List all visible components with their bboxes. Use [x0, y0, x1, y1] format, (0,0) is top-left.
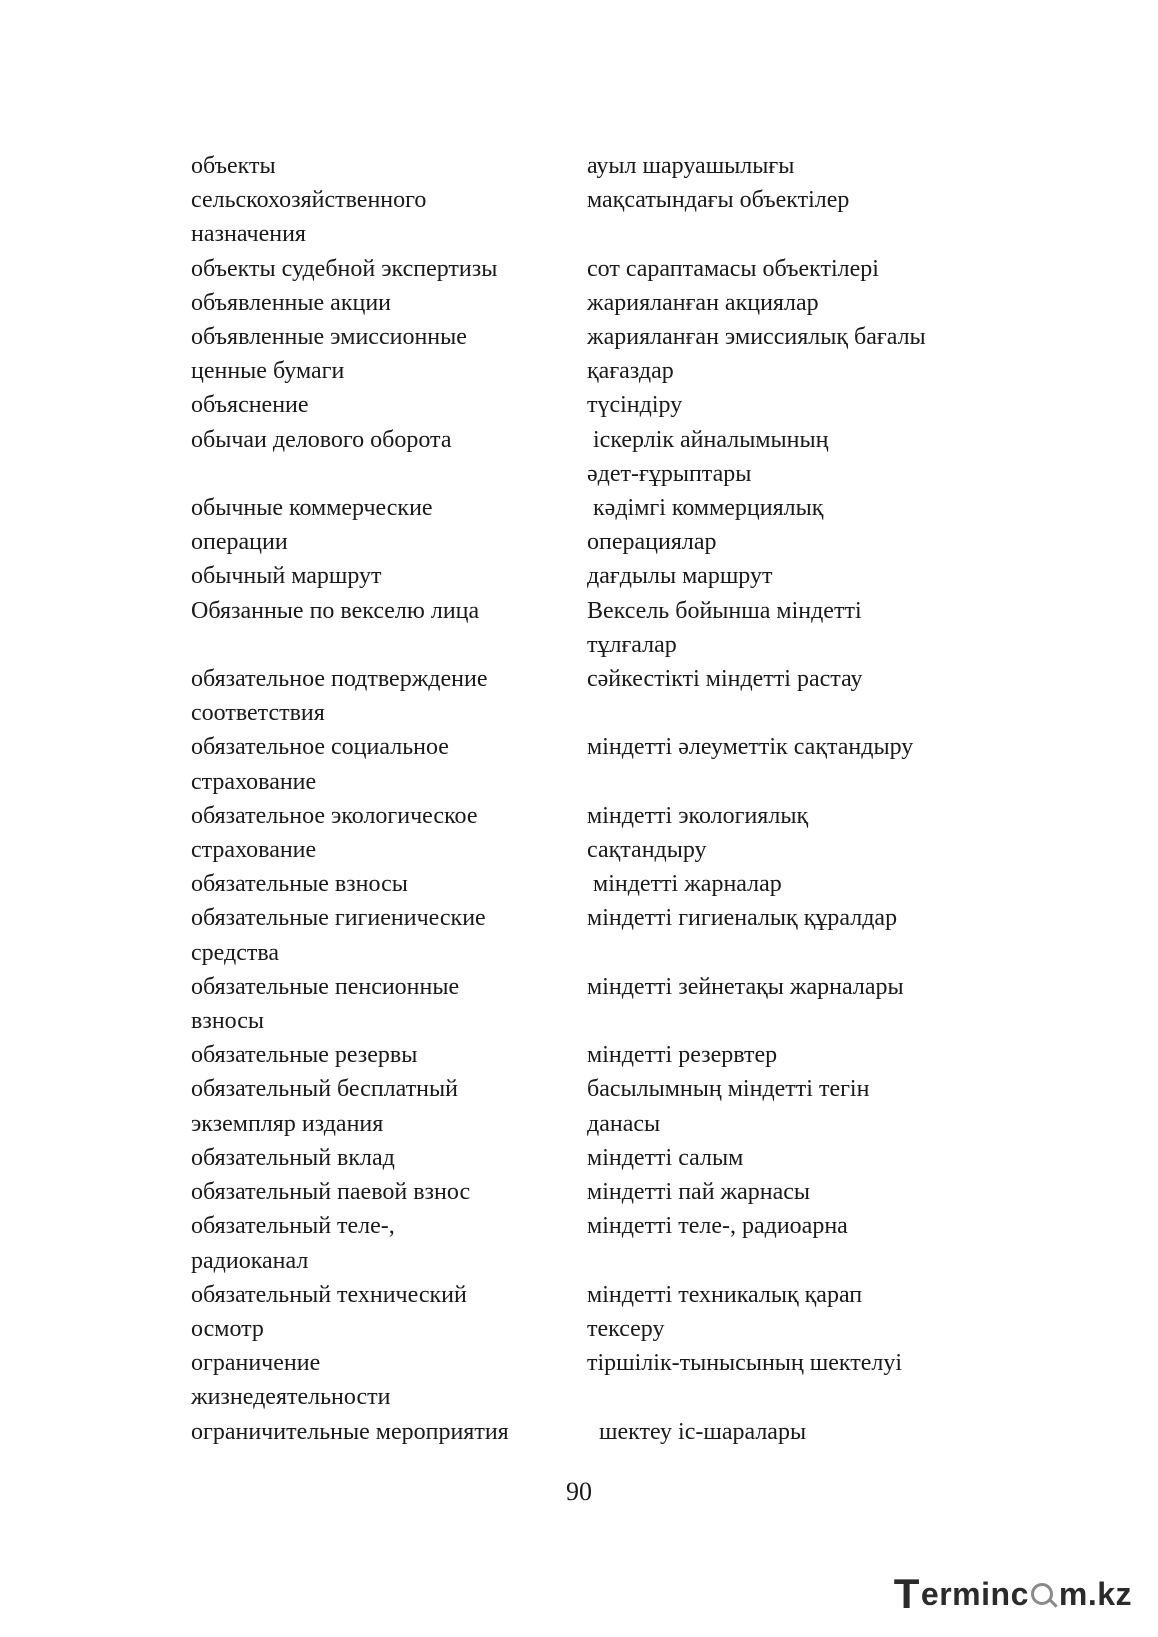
kazakh-term	[587, 970, 1011, 1038]
russian-term-line: ценные бумаги	[191, 358, 345, 385]
magnifier-icon	[1031, 1583, 1053, 1605]
kazakh-term-line: сот сараптамасы объектілері	[587, 255, 879, 282]
glossary-entry	[191, 662, 1011, 730]
glossary-entry	[191, 867, 1011, 901]
kazakh-term-line	[587, 217, 1011, 251]
kazakh-term-line: сақтандыру	[587, 837, 707, 864]
russian-term-line: ограничительные мероприятия	[191, 1418, 509, 1445]
russian-term-line: жизнедеятельности	[191, 1384, 391, 1411]
kazakh-term	[587, 320, 1011, 388]
russian-term	[191, 1415, 587, 1449]
kazakh-term-line: міндетті теле-, радиоарна	[587, 1213, 848, 1240]
kazakh-term-line: жарияланған эмиссиялық бағалы	[587, 324, 926, 351]
glossary-entry	[191, 149, 1011, 252]
kazakh-term-line	[587, 765, 1011, 799]
kazakh-term-line: ауыл шаруашылығы	[587, 153, 795, 179]
russian-term	[191, 149, 587, 252]
page-number: 90	[566, 1477, 592, 1506]
russian-term	[191, 970, 587, 1038]
russian-term-line: средства	[191, 939, 280, 966]
russian-term-line: экземпляр издания	[191, 1110, 384, 1137]
russian-term	[191, 1038, 587, 1072]
kazakh-term-line: түсіндіру	[587, 392, 683, 419]
glossary-entry	[191, 901, 1011, 969]
kazakh-term-line: кәдімгі коммерциялық	[587, 495, 824, 522]
russian-term	[191, 730, 587, 798]
kazakh-term	[587, 559, 1011, 593]
russian-term-line	[191, 457, 587, 491]
russian-term-line: операции	[191, 529, 288, 556]
russian-term	[191, 799, 587, 867]
russian-term	[191, 1209, 587, 1277]
russian-term	[191, 1072, 587, 1140]
russian-term-line: назначения	[191, 221, 306, 248]
russian-term-line: обязательные гигиенические	[191, 905, 486, 932]
kazakh-term-line: операциялар	[587, 529, 717, 556]
kazakh-term-line: міндетті жарналар	[587, 871, 782, 898]
kazakh-term	[587, 1278, 1011, 1346]
russian-term-line: обязательное экологическое	[191, 802, 478, 829]
kazakh-term	[587, 730, 1011, 798]
kazakh-term-line: тексеру	[587, 1315, 665, 1342]
glossary-entry	[191, 320, 1011, 388]
russian-term-line: осмотр	[191, 1315, 264, 1342]
termincom-watermark	[894, 1571, 1132, 1617]
glossary-entry	[191, 286, 1011, 320]
glossary-entry	[191, 1038, 1011, 1072]
kazakh-term	[587, 286, 1011, 320]
russian-term-line: объявленные эмиссионные	[191, 324, 467, 351]
russian-term-line: обязательный технический	[191, 1281, 467, 1308]
kazakh-term-line: іскерлік айналымының	[587, 426, 829, 453]
russian-term-line: объяснение	[191, 392, 309, 419]
russian-term-line: обязательный бесплатный	[191, 1076, 458, 1103]
glossary-entry	[191, 730, 1011, 798]
glossary-entry	[191, 388, 1011, 422]
kazakh-term-line: дағдылы маршрут	[587, 563, 773, 590]
kazakh-term-line: шектеу іс-шаралары	[587, 1418, 807, 1445]
kazakh-term-line: міндетті техникалық қарап	[587, 1281, 863, 1308]
kazakh-term	[587, 388, 1011, 422]
glossary-list	[191, 149, 1011, 1449]
glossary-entry	[191, 1175, 1011, 1209]
kazakh-term-line: данасы	[587, 1110, 661, 1137]
kazakh-term-line	[587, 1380, 1011, 1414]
kazakh-term	[587, 1072, 1011, 1140]
russian-term-line: объекты судебной экспертизы	[191, 255, 498, 282]
glossary-entry	[191, 799, 1011, 867]
russian-term	[191, 662, 587, 730]
russian-term	[191, 1278, 587, 1346]
kazakh-term	[587, 901, 1011, 969]
glossary-entry	[191, 252, 1011, 286]
glossary-entry	[191, 594, 1011, 662]
russian-term-line: взносы	[191, 1008, 265, 1035]
russian-term	[191, 320, 587, 388]
glossary-entry	[191, 423, 1011, 491]
watermark-first-letter: T	[893, 1570, 920, 1617]
kazakh-term	[587, 799, 1011, 867]
kazakh-term	[587, 1346, 1011, 1414]
kazakh-term-line: әдет-ғұрыптары	[587, 460, 752, 487]
kazakh-term-line: міндетті әлеуметтік сақтандыру	[587, 734, 914, 761]
kazakh-term	[587, 1209, 1011, 1277]
kazakh-term-line: Вексель бойынша міндетті	[587, 597, 862, 624]
russian-term-line: обязательные взносы	[191, 871, 408, 898]
russian-term-line: страхование	[191, 768, 317, 795]
kazakh-term	[587, 1141, 1011, 1175]
russian-term-line: Обязанные по векселю лица	[191, 597, 480, 624]
kazakh-term-line: міндетті пай жарнасы	[587, 1179, 811, 1206]
russian-term-line: обычаи делового оборота	[191, 426, 452, 453]
kazakh-term	[587, 491, 1011, 559]
russian-term	[191, 1141, 587, 1175]
kazakh-term-line: басылымның міндетті тегін	[587, 1076, 870, 1103]
glossary-entry	[191, 559, 1011, 593]
kazakh-term	[587, 662, 1011, 730]
watermark-text-start: erminc	[920, 1575, 1029, 1612]
russian-term	[191, 559, 587, 593]
glossary-entry	[191, 1346, 1011, 1414]
kazakh-term-line	[587, 1244, 1011, 1278]
kazakh-term-line: қағаздар	[587, 358, 674, 385]
russian-term	[191, 252, 587, 286]
russian-term-line: сельскохозяйственного	[191, 187, 427, 214]
russian-term-line: обязательный вклад	[191, 1144, 395, 1171]
russian-term	[191, 388, 587, 422]
glossary-entry	[191, 1209, 1011, 1277]
russian-term	[191, 491, 587, 559]
kazakh-term-line: тіршілік-тынысының шектелуі	[587, 1350, 903, 1377]
watermark-text-end: m.kz	[1058, 1575, 1132, 1612]
russian-term-line: обязательные пенсионные	[191, 973, 460, 1000]
russian-term-line: обычные коммерческие	[191, 495, 433, 522]
glossary-entry	[191, 1415, 1011, 1449]
kazakh-term	[587, 594, 1011, 662]
kazakh-term	[587, 252, 1011, 286]
kazakh-term	[587, 1415, 1011, 1449]
glossary-entry	[191, 1072, 1011, 1140]
kazakh-term	[587, 149, 1011, 252]
kazakh-term-line: міндетті резервтер	[587, 1042, 778, 1069]
russian-term-line: объекты	[191, 153, 276, 179]
russian-term-line: объявленные акции	[191, 289, 392, 316]
russian-term	[191, 594, 587, 662]
kazakh-term	[587, 423, 1011, 491]
glossary-entry	[191, 1141, 1011, 1175]
kazakh-term-line	[587, 936, 1011, 970]
russian-term	[191, 286, 587, 320]
kazakh-term-line: мақсатындағы объектілер	[587, 187, 850, 214]
glossary-entry	[191, 1278, 1011, 1346]
russian-term-line: обязательное подтверждение	[191, 666, 488, 693]
russian-term-line	[191, 628, 587, 662]
russian-term	[191, 901, 587, 969]
russian-term-line: радиоканал	[191, 1247, 309, 1274]
russian-term	[191, 1346, 587, 1414]
kazakh-term-line	[587, 1004, 1011, 1038]
kazakh-term	[587, 1175, 1011, 1209]
kazakh-term-line: міндетті гигиеналық құралдар	[587, 905, 898, 932]
glossary-entry	[191, 491, 1011, 559]
kazakh-term-line: жарияланған акциялар	[587, 289, 819, 316]
russian-term-line: обязательный паевой взнос	[191, 1179, 471, 1206]
russian-term-line: обязательный теле-,	[191, 1213, 395, 1240]
russian-term-line: обычный маршрут	[191, 563, 382, 590]
kazakh-term-line: міндетті зейнетақы жарналары	[587, 973, 904, 1000]
russian-term-line: обязательное социальное	[191, 734, 449, 761]
kazakh-term-line: тұлғалар	[587, 631, 677, 658]
russian-term	[191, 423, 587, 491]
glossary-entry	[191, 970, 1011, 1038]
kazakh-term-line: міндетті экологиялық	[587, 802, 809, 829]
russian-term-line: страхование	[191, 837, 317, 864]
kazakh-term	[587, 867, 1011, 901]
kazakh-term-line: міндетті салым	[587, 1144, 744, 1171]
kazakh-term-line: сәйкестікті міндетті растау	[587, 666, 863, 693]
russian-term-line: обязательные резервы	[191, 1042, 418, 1069]
russian-term	[191, 1175, 587, 1209]
kazakh-term	[587, 1038, 1011, 1072]
russian-term	[191, 867, 587, 901]
russian-term-line: ограничение	[191, 1350, 321, 1377]
kazakh-term-line	[587, 696, 1011, 730]
russian-term-line: соответствия	[191, 700, 325, 727]
